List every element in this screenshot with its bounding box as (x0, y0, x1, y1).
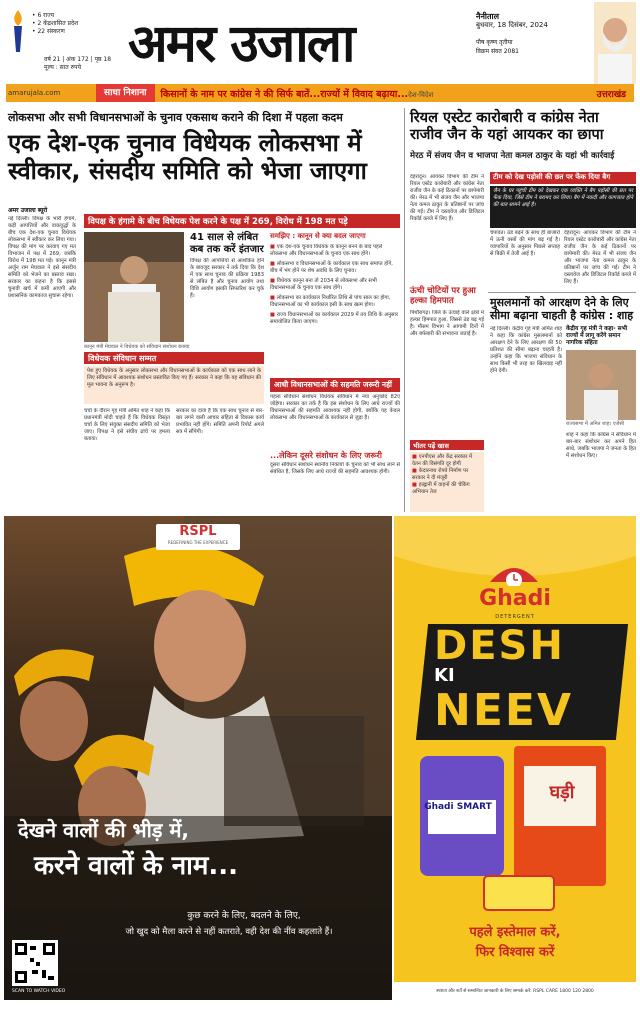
second-amendment-body: दूसरा संविधान संशोधन स्थानीय निकायों के चुनाव को भी साथ लाने से संबंधित है, जिसके लिए आधे राज्यों की सहमति आवश्यक होगी। (270, 462, 400, 475)
torch-logo-icon (6, 8, 30, 52)
changes-item: ■ लोकसभा का कार्यकाल निर्धारित तिथि से पांच साल का होगा, विधानसभाओं का भी कार्यकाल इसी के साथ खत्म होगा। (270, 295, 391, 308)
reach-states: • 6 राज्य (32, 12, 55, 19)
lead-headline[interactable]: एक देश-एक चुनाव विधेयक लोकसभा में स्वीकार, संसदीय समिति को भेजा जाएगा (8, 129, 367, 185)
edition-date: बुधवार, 18 दिसंबर, 2024 (476, 21, 548, 29)
ad-line1: देखने वालों की भीड़ में, (18, 818, 190, 842)
raid-box-body: जैन के घर पहुंची टीम को देखकर एक व्यक्ति ने बैग पड़ोसी की छत पर फेंक दिया, जिसे टीम ने बरामद कर लिया। बैग में नकदी और कागजात होने की बात सामने आई है। (490, 186, 636, 228)
reach-uts: • 2 केंद्रशासित प्रदेश (32, 20, 79, 27)
product-smart: Ghadi SMART (424, 802, 492, 812)
raid-body-col3: देहरादून। आयकर विभाग की टीम ने रियल एस्टेट कारोबारी और कांग्रेस नेता राजीव जैन के कई ठिकानों पर छापेमारी की। मेरठ में भी संजय जैन और भाजपा नेता कमल ठाकुर के प्रतिष्ठानों पर जांच की गई। टीम ने दस्तावेज और डिजिटल रिकॉर्ड कब्जे में लिए हैं। (564, 230, 636, 284)
slogan-line2: फिर विश्वास करें (475, 945, 555, 960)
navbar-headline[interactable]: किसानों के नाम पर कांग्रेस ने की सिर्फ बातें...राज्यों में विवाद बढ़ाया...देश-विदेश (160, 88, 434, 100)
ghadi-advertisement[interactable] (394, 516, 636, 1000)
issue-info: वर्ष 21 | अंक 172 | पृष्ठ 18 (44, 56, 112, 63)
lead-body-col1: नई दिल्ली। विपक्ष के भारी हंगामे, कड़ी आपत्तियों और वाकयुद्धों के बीच एक देश-एक चुनाव विधेयक लोकसभा में स्वीकार कर लिया गया। विपक्ष की मांग पर करवाए गए मत विभाजन में पक्ष में 269, जबकि विरोध में 198 मत पड़े। कानून मंत्री अर्जुन राम मेघवाल ने इसे संसदीय समिति को भेजने का प्रस्ताव रखा। सरकार का कहना है कि इससे चुनावी खर्च में कमी आएगी और प्रशासनिक कामकाज सुचारू रहेगा। (8, 216, 76, 299)
second-amendment-title: ...लेकिन दूसरे संशोधन के लिए जरूरी (270, 451, 382, 460)
photo-caption: कानून मंत्री मेघवाल ने विधेयक को संविधान संशोधन बताया (84, 344, 190, 350)
changes-title: समझिए : कानून से क्या बदल जाएगा (270, 232, 366, 240)
raid-body-col2: चंपावत। ठंड बढ़ने के साथ ही बाजारों में ऊनी वस्त्रों की मांग बढ़ गई है। व्यापारियों के अनुसार पिछले सप्ताह से बिक्री में तेजी आई है। (490, 230, 560, 257)
changes-item: ■ राज्य विधानसभाओं का कार्यकाल 2029 में तय तिथि के अनुसार समायोजित किया जाएगा। (270, 312, 398, 325)
newspaper-title: अमर उजाला (128, 13, 354, 74)
tagline-desh: DESH (434, 623, 565, 669)
lead-subhead: विपक्ष के हंगामे के बीच विधेयक पेश करने के पक्ष में 269, विरोध में 198 मत पड़े (84, 214, 400, 228)
headline-section-link[interactable]: देश-विदेश (408, 90, 434, 99)
raid-kicker: मेरठ में संजय जैन व भाजपा नेता कमल ठाकुर के यहां भी कार्रवाई (410, 151, 615, 161)
meghwal-photo-image (84, 232, 184, 342)
inside-title: भीतर पढ़ें खास (410, 440, 484, 450)
product-ghadi: घड़ी (549, 782, 575, 803)
rspl-logo: RSPL REDEFINING THE EXPERIENCE (156, 524, 240, 550)
lead-body-col3: सरकार का दावा है कि एक साथ चुनाव से बार-बार लगने वाली आचार संहिता से विकास कार्य प्रभावित नहीं होंगे। समिति अपनी रिपोर्ट अगले सत्र में सौंपेगी। (176, 408, 264, 435)
lead-kicker: लोकसभा और सभी विधानसभाओं के चुनाव एकसाथ कराने की दिशा में पहला कदम (8, 111, 343, 124)
shah-body: नई दिल्ली। केंद्रीय गृह मंत्री अमित शाह ने कहा कि कांग्रेस मुसलमानों को आरक्षण देने के लिए आरक्षण की 50 प्रतिशत की सीमा बढ़ाना चाहती है। उन्होंने कहा कि भाजपा संविधान के साथ किसी भी तरह का खिलवाड़ नहीं होने देगी। (490, 326, 562, 374)
shah-quote: केंद्रीय गृह मंत्री ने कहा- सभी राज्यों में लागू करेंगे समान नागरिक संहिता (566, 326, 628, 346)
half-states-body: पहला संविधान संशोधन विधेयक संविधान में नया अनुच्छेद 82ए जोड़ेगा। सरकार का तर्क है कि इस संशोधन के लिए आधे राज्यों की विधानसभाओं की सहमति आवश्यक नहीं होगी, क्योंकि यह केवल लोकसभा और विधानसभाओं के कार्यकाल से जुड़ा है। (270, 394, 400, 421)
inset-body: विपक्ष की आपत्तियों से आशंकित होने के बावजूद सरकार ने तर्क दिया कि देश में एक साथ चुनाव की प्रक्रिया 1983 से लंबित है और चुनाव आयोग तथा विधि आयोग इसकी सिफारिश कर चुके हैं। (190, 258, 264, 299)
panchang-samvat: विक्रम संवत 2081 (476, 48, 519, 55)
ad-line4: जो खुद को मैला करने से नहीं कतराते, वही देश की नींव कहलाते हैं। (125, 927, 333, 937)
inside-item[interactable]: ■ केदारनाथ रोपवे निर्माण पर सरकार ने दी मंजूरी (412, 468, 469, 481)
inside-item[interactable]: ■ हल्द्वानी में वाहनों की चेकिंग अभियान तेज (412, 482, 470, 495)
box-body: पेश हुए विधेयक के अनुसार लोकसभा और विधानसभाओं के कार्यकाल को एक साथ लाने के लिए संविधान में आवश्यक संशोधन प्रस्तावित किए गए हैं। सरकार ने कहा कि यह संविधान की मूल भावना के अनुरूप है। (84, 366, 264, 404)
inside-list (410, 452, 484, 512)
lead-byline: अमर उजाला ब्यूरो (8, 207, 48, 214)
modi-portrait-image (594, 2, 636, 84)
ghadi-products-image (414, 746, 614, 914)
price-info: मूल्य : सात रुपये (44, 64, 82, 71)
changes-list (270, 244, 400, 374)
site-url[interactable]: amarujala.com (8, 89, 61, 97)
inside-item[interactable]: ■ एनपीएस और केंद्र सरकार में वेतन की विसंगति दूर होगी (412, 454, 473, 467)
state-label: उत्तराखंड (596, 89, 626, 100)
raid-box-title: टीम को देख पड़ोसी की छत पर फेंक दिया बैग (490, 172, 636, 184)
ad-footer: स्पष्टता और शर्तें से सम्बन्धित जानकारी के लिए सम्पर्क करें: RSPL CARE 1800 120 2800 (394, 982, 636, 1000)
ghadi-logo: Ghadi (479, 586, 551, 611)
section-tag[interactable]: साधा निशाना (96, 84, 155, 102)
snowfall-headline[interactable]: ऊंची चोटियों पर हुआ हल्का हिमपात (410, 286, 476, 306)
raid-headline[interactable]: रियल एस्टेट कारोबारी व कांग्रेस नेता राजीव जैन के यहां आयकर का छापा (410, 110, 604, 143)
ad-line2: करने वालों के नाम... (34, 851, 239, 881)
half-states-title: आधी विधानसभाओं की सहमति जरूरी नहीं (270, 378, 400, 392)
qr-code-icon[interactable] (12, 940, 58, 986)
qr-label: SCAN TO WATCH VIDEO (12, 989, 66, 994)
top-navbar (6, 84, 634, 102)
masthead-reach (32, 12, 78, 36)
changes-item: ■ विधेयक कानून बना तो 2034 से लोकसभा और सभी विधानसभाओं के चुनाव एक साथ होंगे। (270, 278, 377, 291)
lead-body-col2: चर्चा के दौरान गृह मंत्री अमित शाह ने कहा कि प्रधानमंत्री मोदी चाहते हैं कि विधेयक विस्तृत चर्चा के लिए संयुक्त संसदीय समिति को भेजा जाए। विपक्ष ने इसे संघीय ढांचे पर हमला बताया। (84, 408, 170, 442)
ghadi-clock-icon (486, 560, 542, 586)
shah-body-col2: शाह ने कहा कि कांग्रेस ने संविधान में बार-बार संशोधन कर अपने हित साधे, जबकि भाजपा ने जनता के हित में संशोधन किए। (566, 432, 636, 459)
changes-item: ■ लोकसभा व विधानसभाओं के कार्यकाल एक साथ समाप्त होंगे, बीच में भंग होने पर शेष अवधि के लिए चुनाव। (270, 261, 393, 274)
edition-city: नैनीताल (476, 12, 500, 21)
ghadi-sub: DETERGENT (495, 614, 535, 620)
ad-line3: कुछ करने के लिए, बदलने के लिए, (187, 911, 301, 921)
box-title: विधेयक संविधान सम्मत (84, 352, 264, 364)
amit-shah-photo-image (566, 350, 636, 420)
tagline-neev: NEEV (434, 685, 573, 736)
slogan-line1: पहले इस्तेमाल करें, (469, 925, 561, 940)
shah-headline[interactable]: मुसलमानों को आरक्षण देने के लिए सीमा बढ़ाना चाहती है कांग्रेस : शाह (490, 296, 634, 322)
inset-title: 41 साल से लंबित कब तक करें इंतजार (190, 232, 264, 255)
reach-editions: • 22 संस्करण (32, 28, 65, 35)
tagline-ki: KI (434, 665, 455, 686)
rspl-advertisement[interactable] (4, 516, 392, 1000)
panchang-tithi: पौष कृष्ण तृतीया (476, 39, 513, 46)
raid-body: देहरादून। आयकर विभाग की टीम ने रियल एस्टेट कारोबारी और कांग्रेस नेता राजीव जैन के कई ठिकानों पर छापेमारी की। मेरठ में भी संजय जैन और भाजपा नेता कमल ठाकुर के प्रतिष्ठानों पर जांच की गई। टीम ने दस्तावेज और डिजिटल रिकॉर्ड कब्जे में लिए हैं। (410, 174, 484, 222)
shah-caption: राज्यसभा में अमित शाह। एजेंसी (566, 421, 624, 427)
changes-item: ■ एक देश-एक चुनाव विधेयक के कानून बनने के बाद पहले लोकसभा और विधानसभाओं के चुनाव एक साथ होंगे। (270, 244, 383, 257)
snowfall-body: पिथौरागढ़। जिले के ऊंचाई वाले क्षेत्रों में हल्का हिमपात हुआ, जिससे ठंड बढ़ गई है। मौसम विभाग ने आगामी दिनों में और बर्फबारी की संभावना जताई है। (410, 310, 484, 337)
